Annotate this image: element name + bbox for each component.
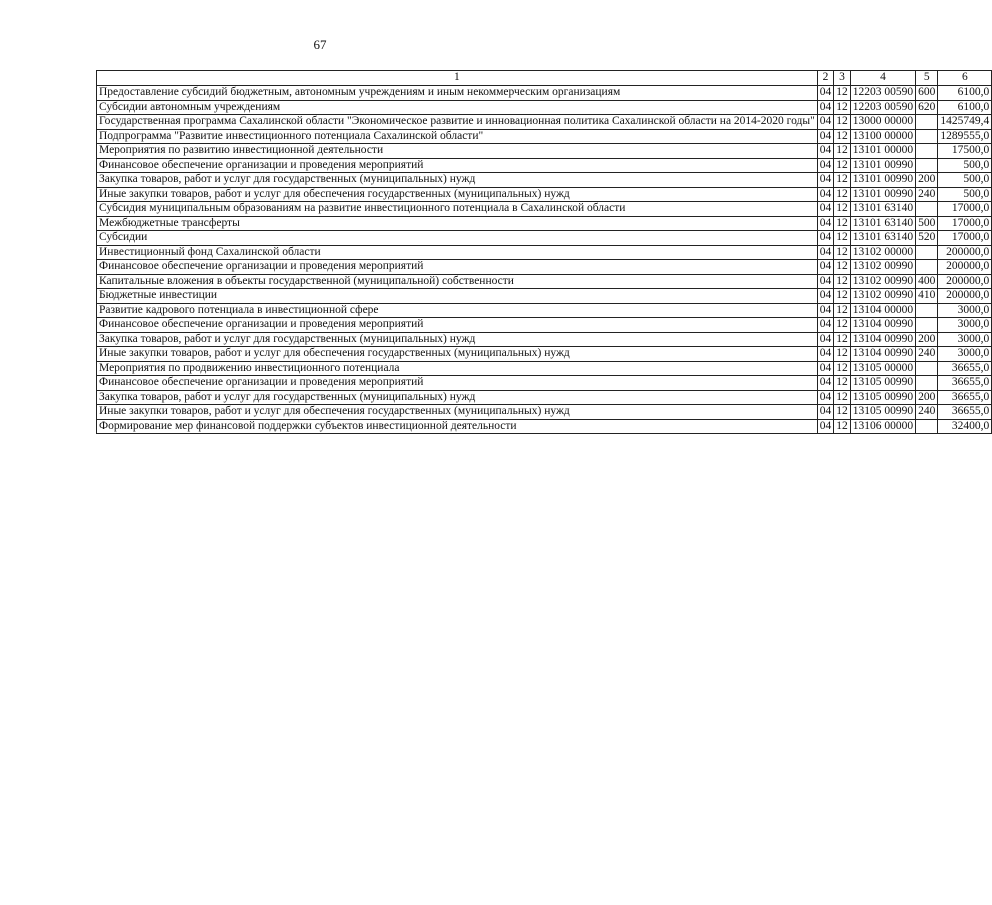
section-code-cell: 04: [817, 274, 834, 289]
expense-name-cell: Финансовое обеспечение организации и проведения мероприятий: [97, 376, 818, 391]
section-code-cell: 04: [817, 318, 834, 333]
table-row: [97, 216, 992, 231]
subsection-code-cell: 12: [834, 86, 851, 101]
header-row: [97, 71, 992, 86]
expense-type-code-cell: [916, 115, 938, 130]
expense-type-code-cell: 200: [916, 173, 938, 188]
amount-cell: 17500,0: [938, 144, 992, 159]
table-row: [97, 405, 992, 420]
subsection-code-cell: 12: [834, 216, 851, 231]
section-code-cell: 04: [817, 361, 834, 376]
expense-name-cell: Закупка товаров, работ и услуг для государственных (муниципальных) нужд: [97, 332, 818, 347]
section-code-cell: 04: [817, 216, 834, 231]
target-item-code-cell: 13105 00990: [850, 390, 915, 405]
subsection-code-cell: 12: [834, 318, 851, 333]
expense-type-code-cell: [916, 129, 938, 144]
subsection-code-cell: 12: [834, 129, 851, 144]
subsection-code-cell: 12: [834, 419, 851, 434]
subsection-code-cell: 12: [834, 405, 851, 420]
table-row: [97, 173, 992, 188]
expense-name-cell: Государственная программа Сахалинской области "Экономическое развитие и инновационная политика Сахалинской области на 2014-2020 годы": [97, 115, 818, 130]
amount-cell: 500,0: [938, 173, 992, 188]
subsection-code-cell: 12: [834, 158, 851, 173]
expense-type-code-cell: 200: [916, 332, 938, 347]
table-row: [97, 347, 992, 362]
table-row: [97, 245, 992, 260]
target-item-code-cell: 13102 00990: [850, 260, 915, 275]
amount-cell: 6100,0: [938, 100, 992, 115]
amount-cell: 500,0: [938, 187, 992, 202]
table-row: [97, 303, 992, 318]
subsection-code-cell: 12: [834, 173, 851, 188]
target-item-code-cell: 13104 00990: [850, 318, 915, 333]
expense-name-cell: Иные закупки товаров, работ и услуг для обеспечения государственных (муниципальных) нужд: [97, 347, 818, 362]
expense-type-code-cell: 400: [916, 274, 938, 289]
expense-name-cell: Подпрограмма "Развитие инвестиционного потенциала Сахалинской области": [97, 129, 818, 144]
expense-type-code-cell: 240: [916, 405, 938, 420]
expense-type-code-cell: [916, 361, 938, 376]
table-row: [97, 202, 992, 217]
target-item-code-cell: 13104 00000: [850, 303, 915, 318]
expense-name-cell: Иные закупки товаров, работ и услуг для обеспечения государственных (муниципальных) нужд: [97, 405, 818, 420]
expense-name-cell: Межбюджетные трансферты: [97, 216, 818, 231]
target-item-code-cell: 13102 00990: [850, 274, 915, 289]
section-code-cell: 04: [817, 390, 834, 405]
amount-cell: 1289555,0: [938, 129, 992, 144]
target-item-code-cell: 13106 00000: [850, 419, 915, 434]
amount-cell: 17000,0: [938, 231, 992, 246]
target-item-code-cell: 13101 00000: [850, 144, 915, 159]
target-item-code-cell: 13101 63140: [850, 231, 915, 246]
expense-type-code-cell: [916, 260, 938, 275]
section-code-cell: 04: [817, 332, 834, 347]
expense-type-code-cell: 520: [916, 231, 938, 246]
subsection-code-cell: 12: [834, 245, 851, 260]
section-code-cell: 04: [817, 376, 834, 391]
section-code-cell: 04: [817, 173, 834, 188]
target-item-code-cell: 13101 00990: [850, 158, 915, 173]
expense-type-code-cell: [916, 318, 938, 333]
expense-name-cell: Мероприятия по продвижению инвестиционного потенциала: [97, 361, 818, 376]
section-code-cell: 04: [817, 231, 834, 246]
amount-cell: 17000,0: [938, 216, 992, 231]
table-row: [97, 361, 992, 376]
expense-type-code-cell: [916, 419, 938, 434]
header-cell-5: 5: [916, 71, 938, 86]
expense-name-cell: Формирование мер финансовой поддержки субъектов инвестиционной деятельности: [97, 419, 818, 434]
table-row: [97, 158, 992, 173]
section-code-cell: 04: [817, 100, 834, 115]
target-item-code-cell: 13101 63140: [850, 216, 915, 231]
table-row: [97, 419, 992, 434]
target-item-code-cell: 13104 00990: [850, 347, 915, 362]
amount-cell: 17000,0: [938, 202, 992, 217]
amount-cell: 200000,0: [938, 245, 992, 260]
table-row: [97, 332, 992, 347]
table-row: [97, 274, 992, 289]
expense-type-code-cell: 620: [916, 100, 938, 115]
table-row: [97, 376, 992, 391]
expense-name-cell: Развитие кадрового потенциала в инвестиционной сфере: [97, 303, 818, 318]
expense-name-cell: Капитальные вложения в объекты государственной (муниципальной) собственности: [97, 274, 818, 289]
header-cell-3: 3: [834, 71, 851, 86]
expense-type-code-cell: [916, 158, 938, 173]
expense-type-code-cell: 500: [916, 216, 938, 231]
subsection-code-cell: 12: [834, 376, 851, 391]
table-row: [97, 86, 992, 101]
amount-cell: 36655,0: [938, 405, 992, 420]
table-row: [97, 289, 992, 304]
amount-cell: 36655,0: [938, 361, 992, 376]
subsection-code-cell: 12: [834, 187, 851, 202]
amount-cell: 3000,0: [938, 303, 992, 318]
section-code-cell: 04: [817, 303, 834, 318]
expense-type-code-cell: [916, 245, 938, 260]
subsection-code-cell: 12: [834, 231, 851, 246]
subsection-code-cell: 12: [834, 332, 851, 347]
expense-type-code-cell: 240: [916, 187, 938, 202]
target-item-code-cell: 13105 00990: [850, 376, 915, 391]
amount-cell: 3000,0: [938, 318, 992, 333]
amount-cell: 200000,0: [938, 289, 992, 304]
subsection-code-cell: 12: [834, 361, 851, 376]
budget-table: [96, 70, 992, 434]
table-row: [97, 144, 992, 159]
expense-name-cell: Инвестиционный фонд Сахалинской области: [97, 245, 818, 260]
expense-type-code-cell: [916, 144, 938, 159]
expense-name-cell: Закупка товаров, работ и услуг для государственных (муниципальных) нужд: [97, 390, 818, 405]
amount-cell: 3000,0: [938, 332, 992, 347]
section-code-cell: 04: [817, 144, 834, 159]
amount-cell: 1425749,4: [938, 115, 992, 130]
subsection-code-cell: 12: [834, 347, 851, 362]
table-row: [97, 187, 992, 202]
target-item-code-cell: 13101 00990: [850, 187, 915, 202]
target-item-code-cell: 13104 00990: [850, 332, 915, 347]
target-item-code-cell: 13100 00000: [850, 129, 915, 144]
header-cell-6: 6: [938, 71, 992, 86]
expense-name-cell: Закупка товаров, работ и услуг для государственных (муниципальных) нужд: [97, 173, 818, 188]
table-row: [97, 115, 992, 130]
target-item-code-cell: 13101 63140: [850, 202, 915, 217]
subsection-code-cell: 12: [834, 260, 851, 275]
expense-name-cell: Бюджетные инвестиции: [97, 289, 818, 304]
header-cell-2: 2: [817, 71, 834, 86]
expense-name-cell: Субсидии автономным учреждениям: [97, 100, 818, 115]
table-row: [97, 318, 992, 333]
target-item-code-cell: 13105 00990: [850, 405, 915, 420]
target-item-code-cell: 13101 00990: [850, 173, 915, 188]
header-cell-4: 4: [850, 71, 915, 86]
amount-cell: 200000,0: [938, 274, 992, 289]
expense-name-cell: Субсидия муниципальным образованиям на развитие инвестиционного потенциала в Сахалинской области: [97, 202, 818, 217]
section-code-cell: 04: [817, 245, 834, 260]
amount-cell: 200000,0: [938, 260, 992, 275]
expense-type-code-cell: [916, 303, 938, 318]
section-code-cell: 04: [817, 158, 834, 173]
expense-type-code-cell: [916, 376, 938, 391]
expense-type-code-cell: 600: [916, 86, 938, 101]
section-code-cell: 04: [817, 347, 834, 362]
section-code-cell: 04: [817, 405, 834, 420]
target-item-code-cell: 13105 00000: [850, 361, 915, 376]
expense-name-cell: Предоставление субсидий бюджетным, автономным учреждениям и иным некоммерческим организациям: [97, 86, 818, 101]
header-cell-1: 1: [97, 71, 818, 86]
section-code-cell: 04: [817, 187, 834, 202]
target-item-code-cell: 12203 00590: [850, 100, 915, 115]
amount-cell: 36655,0: [938, 390, 992, 405]
expense-name-cell: Субсидии: [97, 231, 818, 246]
subsection-code-cell: 12: [834, 289, 851, 304]
amount-cell: 500,0: [938, 158, 992, 173]
subsection-code-cell: 12: [834, 100, 851, 115]
amount-cell: 32400,0: [938, 419, 992, 434]
expense-type-code-cell: 410: [916, 289, 938, 304]
page-number: 67: [313, 37, 327, 52]
subsection-code-cell: 12: [834, 274, 851, 289]
table-row: [97, 260, 992, 275]
section-code-cell: 04: [817, 260, 834, 275]
section-code-cell: 04: [817, 86, 834, 101]
expense-name-cell: Финансовое обеспечение организации и проведения мероприятий: [97, 158, 818, 173]
table-row: [97, 390, 992, 405]
amount-cell: 36655,0: [938, 376, 992, 391]
section-code-cell: 04: [817, 419, 834, 434]
amount-cell: 6100,0: [938, 86, 992, 101]
section-code-cell: 04: [817, 115, 834, 130]
expense-type-code-cell: 200: [916, 390, 938, 405]
subsection-code-cell: 12: [834, 202, 851, 217]
expense-type-code-cell: 240: [916, 347, 938, 362]
target-item-code-cell: 13000 00000: [850, 115, 915, 130]
expense-name-cell: Финансовое обеспечение организации и проведения мероприятий: [97, 318, 818, 333]
table-row: [97, 129, 992, 144]
section-code-cell: 04: [817, 129, 834, 144]
section-code-cell: 04: [817, 289, 834, 304]
amount-cell: 3000,0: [938, 347, 992, 362]
section-code-cell: 04: [817, 202, 834, 217]
table-row: [97, 100, 992, 115]
expense-name-cell: Мероприятия по развитию инвестиционной деятельности: [97, 144, 818, 159]
subsection-code-cell: 12: [834, 115, 851, 130]
target-item-code-cell: 13102 00000: [850, 245, 915, 260]
subsection-code-cell: 12: [834, 390, 851, 405]
target-item-code-cell: 13102 00990: [850, 289, 915, 304]
subsection-code-cell: 12: [834, 303, 851, 318]
expense-name-cell: Иные закупки товаров, работ и услуг для обеспечения государственных (муниципальных) нужд: [97, 187, 818, 202]
expense-type-code-cell: [916, 202, 938, 217]
table-row: [97, 231, 992, 246]
target-item-code-cell: 12203 00590: [850, 86, 915, 101]
subsection-code-cell: 12: [834, 144, 851, 159]
expense-name-cell: Финансовое обеспечение организации и проведения мероприятий: [97, 260, 818, 275]
